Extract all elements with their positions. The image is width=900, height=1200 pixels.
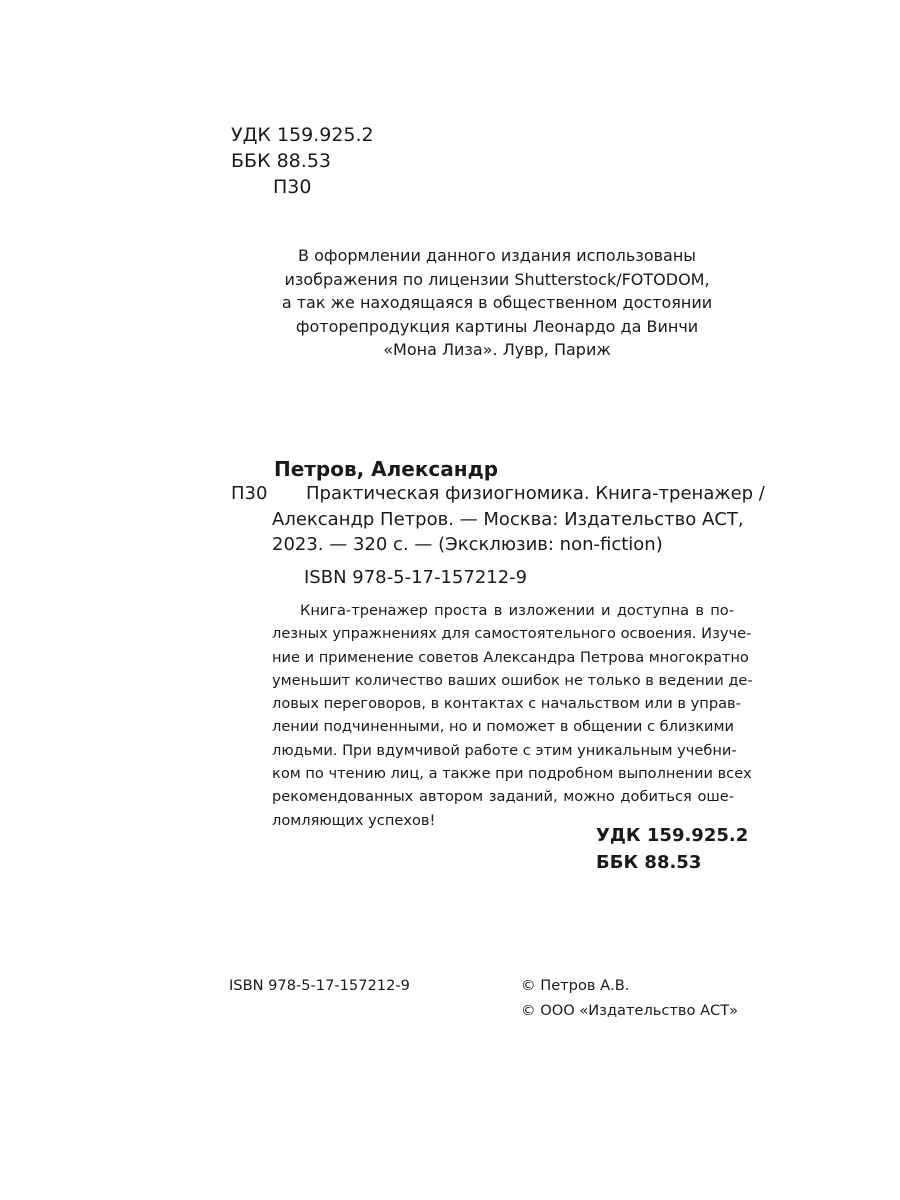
udk-code: УДК 159.925.2 <box>231 124 374 146</box>
copyright-publisher: © ООО «Издательство АСТ» <box>521 1001 739 1019</box>
annotation-line: ние и применение советов Александра Петрова многократно <box>272 648 749 666</box>
credits-line: изображения по лицензии Shutterstock/FOTODOM, <box>284 269 710 289</box>
annotation-line: лезных упражнениях для самостоятельного освоения. Изуче- <box>272 625 752 643</box>
credits-line: «Мона Лиза». Лувр, Париж <box>383 340 611 359</box>
copyright-author: © Петров А.В. <box>521 977 630 994</box>
top-classification-codes <box>231 122 374 200</box>
image-credits <box>262 244 732 362</box>
author-mark: П30 <box>273 176 312 198</box>
bibliographic-description <box>272 481 765 558</box>
annotation-line: ловых переговоров, в контактах с начальством или в управ- <box>272 695 741 713</box>
description-line: 2023. — 320 с. — (Эксклюзив: non-fiction) <box>272 534 663 555</box>
copyright-block <box>521 974 738 1023</box>
description-line: Александр Петров. — Москва: Издательство АСТ, <box>272 508 744 530</box>
credits-line: фоторепродукция картины Леонардо да Винчи <box>295 316 699 336</box>
bibliographic-code: П30 <box>231 483 268 504</box>
annotation-line: Книга-тренажер проста в изложении и доступна в по- <box>300 602 734 619</box>
bbk-code: ББК 88.53 <box>231 150 331 172</box>
annotation-line: ломляющих успехов! <box>272 811 436 829</box>
annotation <box>272 599 753 832</box>
annotation-line: ком по чтению лиц, а также при подробном выполнении всех <box>272 765 752 783</box>
annotation-line: рекомендованных автором заданий, можно добиться оше- <box>272 788 734 806</box>
annotation-line: лении подчиненными, но и поможет в общении с близкими <box>272 718 734 736</box>
footer-isbn: ISBN 978-5-17-157212-9 <box>229 977 410 994</box>
credits-line: В оформлении данного издания использованы <box>298 246 696 265</box>
annotation-line: людьми. При вдумчивой работе с этим уникальным учебни- <box>272 741 737 759</box>
credits-line: а так же находящаяся в общественном достоянии <box>281 293 713 312</box>
bold-classification-codes <box>596 822 748 876</box>
bbk-code-bold: ББК 88.53 <box>596 852 702 873</box>
author-heading: Петров, Александр <box>274 457 499 481</box>
description-line: Практическая физиогномика. Книга-тренажер / <box>306 483 765 504</box>
isbn-record: ISBN 978-5-17-157212-9 <box>304 567 528 588</box>
udk-code-bold: УДК 159.925.2 <box>596 825 749 846</box>
annotation-line: уменьшит количество ваших ошибок не только в ведении де- <box>272 671 753 689</box>
